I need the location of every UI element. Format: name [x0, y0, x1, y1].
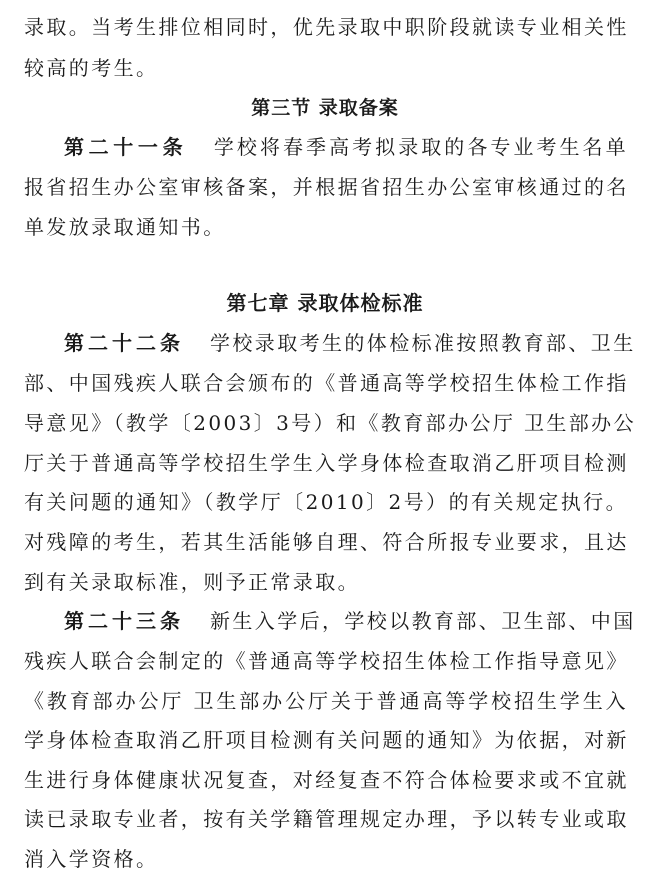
article-23-line-2: 残疾人联合会制定的《普通高等学校招生体检工作指导意见》: [24, 649, 629, 673]
intro-line-1: 录取。当考生排位相同时，优先录取中职阶段就读专业相关性: [24, 15, 629, 39]
article-21-label: 第二十一条: [64, 135, 188, 159]
article-22-line-4: 厅关于普通高等学校招生学生入学身体检查取消乙肝项目检测: [24, 451, 629, 475]
article-21-text-1: 学校将春季高考拟录取的各专业考生名单: [213, 135, 628, 159]
article-23-text-1: 新生入学后，学校以教育部、卫生部、中国: [210, 609, 636, 633]
article-23-line-4: 学身体检查取消乙肝项目检测有关问题的通知》为依据，对新: [24, 728, 629, 752]
article-22-line-7: 到有关录取标准，则予正常录取。: [24, 570, 360, 594]
article-23-line-5: 生进行身体健康状况复查，对经复查不符合体检要求或不宜就: [24, 768, 629, 792]
article-21-line-3: 单发放录取通知书。: [24, 215, 226, 239]
article-22-line-2: 部、中国残疾人联合会颁布的《普通高等学校招生体检工作指: [24, 371, 629, 395]
article-21-line-1: [64, 134, 628, 160]
article-22-text-1: 学校录取考生的体检标准按照教育部、卫生: [210, 331, 636, 355]
article-22-line-5: 有关问题的通知》（教学厅〔2010〕2号）的有关规定执行。: [24, 490, 628, 514]
article-23-line-6: 读已录取专业者，按有关学籍管理规定办理，予以转专业或取: [24, 807, 629, 831]
article-22-line-1: [64, 330, 636, 356]
article-23-line-1: [64, 608, 636, 634]
chapter-heading: 第七章 录取体检标准: [226, 291, 424, 315]
article-23-line-3: 《教育部办公厅 卫生部办公厅关于普通高等学校招生学生入: [24, 689, 628, 713]
article-23-line-7: 消入学资格。: [24, 847, 159, 871]
article-22-line-6: 对残障的考生，若其生活能够自理、符合所报专业要求，且达: [24, 530, 629, 554]
article-23-label: 第二十三条: [64, 609, 184, 633]
section-heading: 第三节 录取备案: [251, 97, 399, 119]
article-21-line-2: 报省招生办公室审核备案，并根据省招生办公室审核通过的名: [24, 175, 629, 199]
article-22-line-3: 导意见》（教学〔2003〕3号）和《教育部办公厅 卫生部办公: [24, 411, 636, 435]
intro-line-2: 较高的考生。: [24, 56, 159, 80]
article-22-label: 第二十二条: [64, 331, 184, 355]
